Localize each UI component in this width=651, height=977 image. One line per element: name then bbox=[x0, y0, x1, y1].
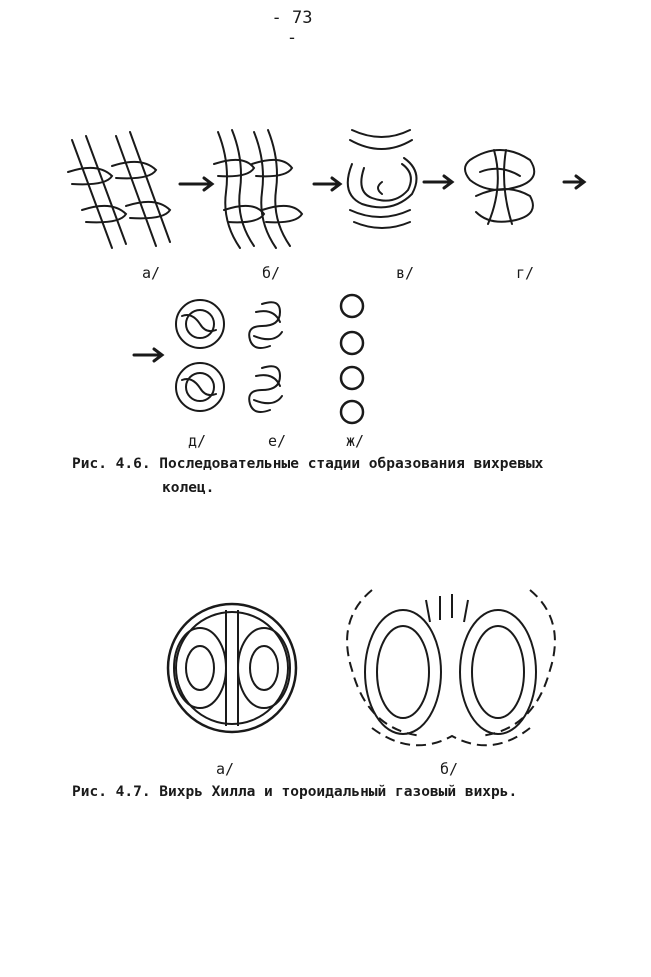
fig-4-6-label-d: д/ bbox=[188, 432, 207, 450]
fig-4-6-label-a: а/ bbox=[142, 264, 161, 282]
page-number: - 73 - bbox=[271, 8, 313, 48]
toroidal-vortex bbox=[347, 590, 555, 745]
fig-4-6-caption-line-2: колец. bbox=[162, 480, 215, 496]
fig-4-7-label-b: б/ bbox=[440, 760, 459, 778]
fig-4-6-label-e: е/ bbox=[268, 432, 287, 450]
fig-4-6-label-zh: ж/ bbox=[346, 432, 365, 450]
fig-4-6-label-g: г/ bbox=[516, 264, 535, 282]
fig-4-6-caption-line-1: Рис. 4.6. Последовательные стадии образования вихревых bbox=[72, 456, 544, 472]
fig-4-7-label-a: а/ bbox=[216, 760, 235, 778]
fig-4-6-label-v: в/ bbox=[396, 264, 415, 282]
fig-4-6-label-b: б/ bbox=[262, 264, 281, 282]
hill-vortex bbox=[168, 604, 296, 732]
fig-4-7-caption: Рис. 4.7. Вихрь Хилла и тороидальный газовый вихрь. bbox=[72, 784, 518, 800]
